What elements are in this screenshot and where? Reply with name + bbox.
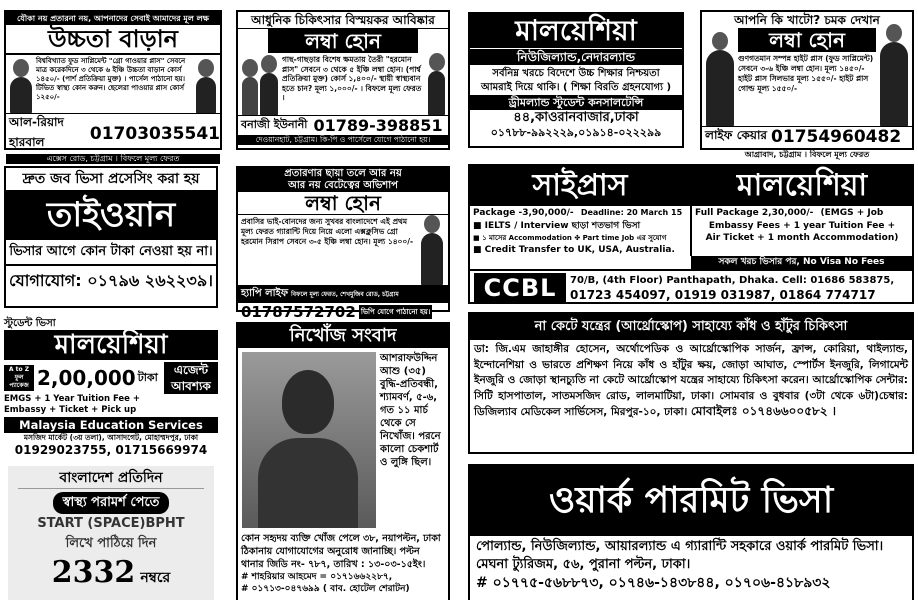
ad10-body: ডা: জি.এম জাহাঙ্গীর হোসেন, অর্থোপেডিক ও আর্থ্রোস্কোপিক সার্জন, ফ্রান্স, কোরিয়া, থাইল্যান্ড, ইন্দোনেশিয়া ও ভারতে প্রশিক্ষণ নিয়ে কাঁধ ও হাঁটুর ক্ষয়, জোড়া আঘাত, স্পোর্টস ইনজুরি, লিগামেন্ট ইনজুরি ও জোড়া স্থানচ্যুতি না কেটে আর্থ্রোস্কোপ যন্ত্রের সাহায্যে চিকিৎসা করেন। আর্থ্রোস্কোপিক সেন্টার: সিটি হাসপাতাল, সাতমসজিদ রোড, লালমাটিয়া, ঢাকা। সোমবার ও বুধবার (৩টা থেকে ৬টা)চেম্বার: ডিজিল্যাব মেডিকেল সার্ভিসেস, মিরপুর-১০, ঢাকা। — [474, 343, 908, 418]
ad7-right-note: (EMGS + Job — [820, 208, 884, 218]
ad8-atoz: A to Z — [8, 366, 30, 373]
ad7-left-package: Package -3,90,000/- — [473, 208, 574, 218]
ad8-need: আবশ্যক — [171, 379, 211, 393]
man-figure-icon — [10, 77, 32, 113]
ad2-footer: দেওয়ানহাট, চট্টগ্রাম। কি-পি ও পার্সেলে যোগে পাঠানো হয়। — [238, 135, 448, 145]
ad2-phone: 01789-398851 — [313, 116, 443, 135]
ad6-top2: আর নয় বেটেত্বের অভিশাপ — [238, 180, 448, 192]
ad6-name: হ্যাপি লাইফ — [241, 288, 289, 299]
man-figure-icon — [428, 71, 445, 115]
ad8-name: Malaysia Education Services — [4, 417, 218, 433]
ad-height-lifecare — [700, 10, 914, 150]
ad4-top: আপনি কি খাটো? চমক দেখান — [734, 13, 880, 27]
ad2-top: আধুনিক চিকিৎসার বিস্ময়কর আবিষ্কার — [238, 12, 448, 29]
ad6-name-note: বিফলে মূল্য ফেরত, শেখমুজিব রোড, চট্টগ্রাম — [291, 291, 399, 298]
ad11-line3: START (SPACE)BPHT — [37, 516, 185, 531]
ad-work-permit-visa — [468, 464, 914, 600]
ad7-bar: সকল খরচ ভিসার পর, No Visa No Fees — [691, 256, 912, 269]
ad9-side: আশরাফউদ্দিন আশু (৩৫) বুদ্ধি-প্রতিবন্ধী, শ্যামবর্ণ, ৫-৬, গত ১১ মার্চ থেকে সে নিখোঁজ। পরনে কালো চেকশার্ট ও লুঙ্গি ছিল। — [380, 353, 441, 468]
ad10-title: না কেটে যন্ত্রের (আর্থ্রোস্কোপ) সাহায্যে কাঁধ ও হাঁটুর চিকিৎসা — [470, 314, 912, 340]
person-shoulders-icon — [258, 438, 358, 528]
ad6-phone: 01787572702 — [241, 303, 356, 321]
ad6-phone-note: ভিপি যোগে পাঠানো হয়। — [359, 305, 432, 319]
ad5-body: ভিসার আগে কোন টাকা নেওয়া হয় না। — [6, 240, 216, 266]
ad7-right-package: Full Package 2,30,000/- — [695, 208, 814, 218]
man-figure-icon — [421, 233, 443, 285]
man-figure-icon — [260, 73, 278, 115]
man-figure-icon — [196, 77, 216, 113]
ad7-phones: 01723 454097, 01919 031987, 01864 774717 — [570, 288, 876, 302]
woman-figure-icon — [242, 77, 258, 115]
ad7-deadline: Deadline: 20 March 15 — [580, 208, 683, 217]
person-head-icon — [282, 370, 334, 434]
ad8-agent: এজেন্ট — [173, 363, 209, 377]
ad-malaysia-dreamland — [468, 12, 684, 148]
ad1-footer: এক্সেস রোড, চট্টগ্রাম । বিফলে মূল্য ফেরত — [6, 154, 220, 164]
ad-height-banaji — [236, 10, 450, 150]
ad6-top: প্রতারণার ছায়া তলে আর নয় — [238, 168, 448, 180]
ad7-right-line-2: Air Ticket + 1 month Accommodation) — [705, 233, 899, 243]
ad7-right-line-1: Embassy Fees + 1 year Tuition Fee + — [708, 221, 896, 231]
ad1-title: উচ্চতা বাড়ান — [6, 25, 220, 55]
ad8-top: স্টুডেন্ট ভিসা — [4, 318, 56, 329]
ad7-addr: 70/B, (4th Floor) Panthapath, Dhaka. Cell: 01686 583875, — [570, 275, 895, 286]
ad-taiwan — [4, 166, 218, 308]
ad-height-happylife — [236, 166, 450, 321]
ad8-body: EMGS + 1 Year Tuition Fee + Embassy + Ticket + Pick up — [4, 394, 141, 415]
ad8-title: মালয়েশিয়া — [4, 330, 218, 360]
ad7-right-title: মালয়েশিয়া — [692, 166, 912, 206]
ad11-line4: লিখে পাঠিয়ে দিন — [65, 536, 157, 551]
ad5-contact: যোগাযোগ: ০১৭৯৬ ২৬২২৩৯। — [9, 271, 213, 290]
ad7-left-line-1: ■ IELTS / Interview ছাড়া শতভাগ ভিসা — [473, 221, 641, 231]
ad8-phone: 01929023755, 01715669974 — [14, 443, 208, 457]
ad11-line1: বাংলাদেশ প্রতিদিন — [18, 468, 204, 489]
ad12-phones: # ০১৭৭৫-৫৬৮৮৭৩, ০১৭৪৬-১৪৩৮৪৪, ০১৭০৬-৪১৮৯৩২ — [476, 575, 831, 591]
ad2-body: গাছ-গাছড়ার বিশেষ ক্ষমতায় তৈরী "হরমোন প্লাস" সেবনে ৩ থেকে ৫ ইঞ্চি লম্বা হোন। (পার্শ্ব প্রতিক্রিয়া মুক্ত) কোর্স ১,৪০০/- স্থায়ী স্বাস্থ্যবান হতে চান? মূল্য ১,০০০/- । বিফলে মূল্য ফেরত । — [282, 55, 422, 102]
ad5-top: দ্রুত জব ভিসা প্রসেসিং করা হয় — [22, 171, 200, 187]
ad-ccbl-cyprus-malaysia — [468, 164, 914, 304]
ad1-phone: 01703035541 — [89, 124, 220, 144]
ad1-name: আল-রিয়াদ হারবাল — [9, 115, 64, 149]
ad4-footer: আগ্রাবাদ, চট্টগ্রাম । বিফলে মূল্য ফেরত — [744, 150, 870, 159]
ad4-phone: 01754960482 — [771, 127, 902, 147]
ad8-taka: টাকা — [137, 370, 158, 384]
ad11-suffix: নম্বরে — [140, 570, 171, 586]
missing-person-photo — [242, 352, 376, 528]
ad2-name: বনাজী ইউনানী — [241, 118, 308, 131]
ad3-phone: ০১৭৮৮-৯৯২২২৯,০১৯১৪-০২২২৯৯ — [490, 126, 662, 139]
ad3-body2: আমরাই দিয়ে থাকি। ( শিক্ষা বিরতি গ্রহনযোগ্য ) — [480, 82, 672, 93]
ad2-title: লম্বা হোন — [268, 29, 418, 53]
ad-height-increase-riyad — [4, 10, 222, 163]
man-figure-icon — [706, 50, 734, 126]
ad7-left-title: সাইপ্রাস — [470, 166, 690, 206]
ad-arthroscope-treatment — [468, 312, 914, 454]
ad3-body1: সর্বনিম্ন খরচে বিদেশে উচ্চ শিক্ষার নিশ্চয়তা — [492, 68, 660, 79]
ad1-body: বিশ্ববিখ্যাত ফুড সাপ্লিমেন্ট "গ্রো গাওয়ার প্লাস" সেবনে মাত্র করেকদিনে ৩ থেকে ৬ ইঞ্চি উচ্চতা বাড়ান কোর্স ১৪৫০/- (পার্শ প্রতিক্রিয়া মুক্ত) । পার্সেল পাঠানো হয়। টিভিত স্বাস্থ্য কোন করুন। ছেলেরা পাওয়ার প্লাস কোর্স ১২৫০/- — [36, 57, 186, 101]
ad3-title: মালয়েশিয়া — [470, 14, 682, 48]
ad4-name: লাইফ কেয়ার — [705, 128, 768, 142]
ad8-atoz2: ফুল প্যাকেজ — [9, 374, 29, 389]
ad9-title: নিখোঁজ সংবাদ — [238, 324, 448, 348]
ad-bangladesh-pratidin-health — [8, 466, 214, 600]
ad11-line2: স্বাস্থ্য পরামর্শ পেতে — [53, 492, 170, 514]
ad-student-visa-malaysia — [4, 318, 218, 458]
ad10-mobile: মোবাইলঃ ০১৭৪৬৬০০৫৮২ । — [690, 404, 837, 418]
ad12-title: ওয়ার্ক পারমিট ভিসা — [470, 466, 912, 536]
ad-missing-person — [236, 322, 450, 600]
man-figure-icon — [880, 42, 908, 126]
ad3-sub: নিউজিল্যান্ড,নেদারল্যান্ড — [470, 48, 682, 65]
ad7-left-line-2: ■ ১ মাসের Accommodation ✤ Part time Job এর সুযোগ — [473, 234, 667, 242]
ad3-name: ড্রীমল্যান্ড স্টুডেন্ট কনসালটেন্সি — [470, 95, 682, 110]
ad5-title: তাইওয়ান — [6, 190, 216, 240]
ad12-body: পোল্যান্ড, নিউজিল্যান্ড, আয়ারল্যান্ড এ গ্যারান্টি সহকারে ওয়ার্ক পারমিট ভিসা। মেঘনা ট্যুরিজম, ৫৬, পুরানা পল্টন, ঢাকা। — [476, 539, 884, 572]
ad7-left-line-3: ■ Credit Transfer to UK, USA, Australia. — [473, 245, 675, 255]
ad9-contact-2: # ০১৭১৩-০৪৭৬৯৯ ( বাব. হোটেল শেরাটন) — [241, 584, 410, 594]
ad4-body: গুণগতমান সম্পন্ন হাইট প্লাস (ফুড সাপ্লিমেন্ট) সেবনে ৩-৬ ইঞ্চি লম্বা হোন। মূল্য ১৪৫০/- হাইট প্লাস সিলভার মূল্য ১৫৫০/- হাইট প্লাস গোল্ড মূল্য ১৫৫০/- — [738, 54, 874, 93]
ad6-title: লম্বা হোন — [238, 192, 448, 215]
ccbl-logo: CCBL — [474, 273, 566, 303]
ad9-body: কোন সহৃদয় ব্যক্তি খোঁজ পেলে ৩৮, নয়াপল্টন, ঢাকা ঠিকানায় যোগাযোগের অনুরোধ জানাচ্ছি। পল্টন থানার জিডি নং- ৭৮৭, তারিখ : ১৩-০৩-১৫ইং। — [241, 533, 441, 570]
ad4-title: লম্বা হোন — [738, 28, 876, 52]
ad1-top: যৌকা নয় প্রতারনা নয়, আপনাদের সেবাই আমাদের মূল লক্ষ — [6, 12, 220, 25]
ad8-addr: মসজিদ মার্কেট (৩য় তলা), আসাদগেট, মোহাম্মদপুর, ঢাকা — [23, 433, 199, 442]
ad11-number: 2332 — [51, 555, 136, 590]
ad3-addr: ৪৪,কাওরানবাজার,ঢাকা — [513, 110, 639, 125]
ad6-body: প্রবাসির ভাই-বোনদের জন্য সুখবর বাংলাদেশে এই প্রথম মূল্য ফেরত গ্যারান্টি দিয়ে নিয়ে এলো এক্সক্লুসিভ গ্রো হরমোন সিরাপ সেবনে ৩-৫ ইঞ্চি লম্বা হোন। মূল্য ১৪০০/- — [241, 217, 414, 246]
ad8-price: 2,00,000 — [37, 366, 136, 390]
ad9-contact-1: # শাহরিয়ার আহমেদ = ০১৭১৬৬২২৮৭, — [241, 572, 393, 582]
